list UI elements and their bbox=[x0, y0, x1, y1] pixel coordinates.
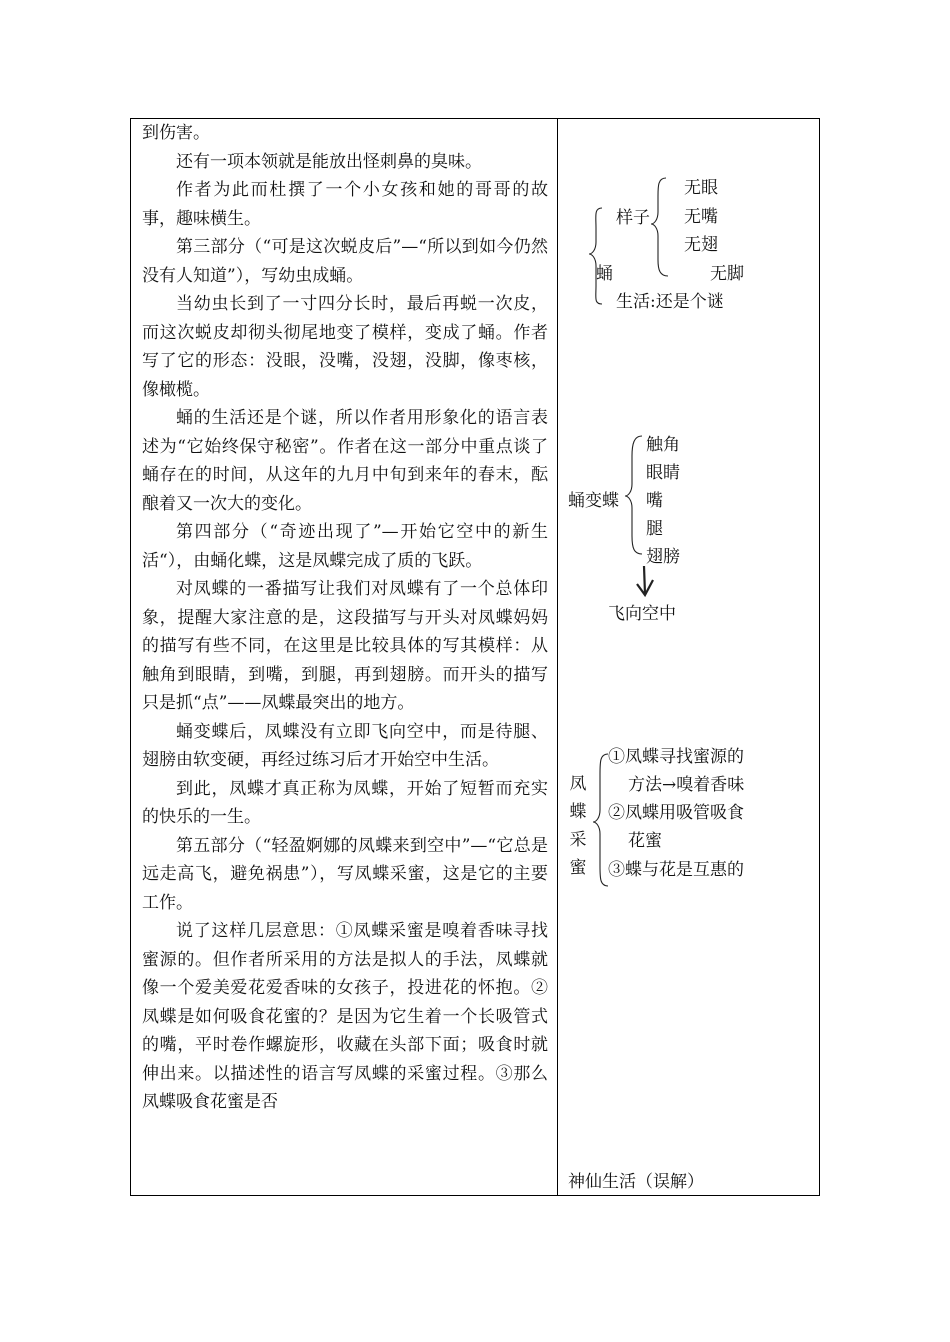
appearance-item: 无脚 bbox=[710, 264, 744, 284]
paragraph: 蛹的生活还是个谜，所以作者用形象化的语言表述为“它始终保守秘密”。作者在这一部分中重点谈了蛹存在的时间，从这年的九月中旬到来年的春末，酝酿着又一次大的变化。 bbox=[142, 408, 548, 514]
paragraph: 说了这样几层意思：①凤蝶采蜜是嗅着香味寻找蜜源的。但作者所采用的方法是拟人的手法，凤蝶就像一个爱美爱花爱香味的女孩子，投进花的怀抱。②凤蝶是如何吸食花蜜的？是因为它生着一个长吸管式的嘴，平时卷作螺旋形，收藏在头部下面；吸食时就伸出来。以描述性的语言写凤蝶的采蜜过程。③那么凤蝶吸食花蜜是否 bbox=[142, 921, 548, 1112]
pupa-life-label: 生活:还是个谜 bbox=[616, 292, 724, 312]
bottom-note: 神仙生活（误解） bbox=[568, 1172, 704, 1192]
metamorphosis-result: 飞向空中 bbox=[608, 604, 676, 624]
pupa-root-label: 蛹 bbox=[596, 264, 613, 284]
nectar-line: 花蜜 bbox=[628, 831, 662, 851]
metamorphosis-item: 嘴 bbox=[646, 491, 663, 511]
paragraph: 第四部分（“奇迹出现了”—开始它空中的新生活“），由蛹化蝶，这是凤蝶完成了质的飞跃。 bbox=[142, 522, 548, 571]
nectar-line: 方法→嗅着香味 bbox=[628, 775, 745, 795]
paragraph: 对凤蝶的一番描写让我们对凤蝶有了一个总体印象，提醒大家注意的是，这段描写与开头对凤蝶妈妈的描写有些不同，在这里是比较具体的写其模样：从触角到眼睛，到嘴，到腿，再到翅膀。而开头的描写只是抓“点”——凤蝶最突出的地方。 bbox=[142, 579, 548, 713]
metamorphosis-item: 眼睛 bbox=[646, 463, 680, 483]
paragraph: 第五部分（“轻盈婀娜的凤蝶来到空中”—“它总是远走高飞，避免祸患”），写凤蝶采蜜，这是它的主要工作。 bbox=[142, 835, 548, 913]
paragraph: 当幼虫长到了一寸四分长时，最后再蜕一次皮，而这次蜕皮却彻头彻尾地变了模样，变成了蛹。作者写了它的形态：没眼，没嘴，没翅，没脚，像枣核，像橄榄。 bbox=[142, 294, 548, 400]
paragraph: 作者为此而杜撰了一个小女孩和她的哥哥的故事，趣味横生。 bbox=[142, 180, 548, 229]
nectar-root-label: 凤蝶采蜜 bbox=[569, 774, 587, 878]
appearance-brace bbox=[650, 176, 672, 278]
paragraph: 到此，凤蝶才真正称为凤蝶，开始了短暂而充实的快乐的一生。 bbox=[142, 778, 548, 827]
paragraph: 还有一项本领就是能放出怪刺鼻的臭味。 bbox=[176, 151, 482, 172]
appearance-item: 无眼 bbox=[684, 178, 718, 198]
nectar-line: ①凤蝶寻找蜜源的 bbox=[608, 747, 744, 767]
metamorphosis-root-label: 蛹变蝶 bbox=[568, 491, 619, 511]
pupa-brace bbox=[588, 206, 608, 306]
appearance-label: 样子 bbox=[616, 208, 650, 228]
metamorphosis-item: 翅膀 bbox=[646, 547, 680, 567]
metamorphosis-item: 触角 bbox=[646, 435, 680, 455]
lesson-text-column bbox=[142, 119, 548, 1117]
nectar-line: ③蝶与花是互惠的 bbox=[608, 860, 744, 880]
metamorphosis-item: 腿 bbox=[646, 519, 663, 539]
nectar-line: ②凤蝶用吸管吸食 bbox=[608, 803, 744, 823]
appearance-item: 无嘴 bbox=[684, 207, 718, 227]
paragraph: 到伤害。 bbox=[142, 123, 210, 143]
appearance-item: 无翅 bbox=[684, 235, 718, 255]
board-notes-column bbox=[558, 118, 820, 1196]
paragraph: 第三部分（“可是这次蜕皮后”—“所以到如今仍然没有人知道”），写幼虫成蛹。 bbox=[142, 237, 548, 286]
metamorphosis-brace bbox=[624, 434, 646, 556]
arrow-down-icon bbox=[636, 566, 656, 598]
paragraph: 蛹变蝶后，凤蝶没有立即飞向空中，而是待腿、翅膀由软变硬，再经过练习后才开始空中生活。 bbox=[142, 721, 548, 770]
